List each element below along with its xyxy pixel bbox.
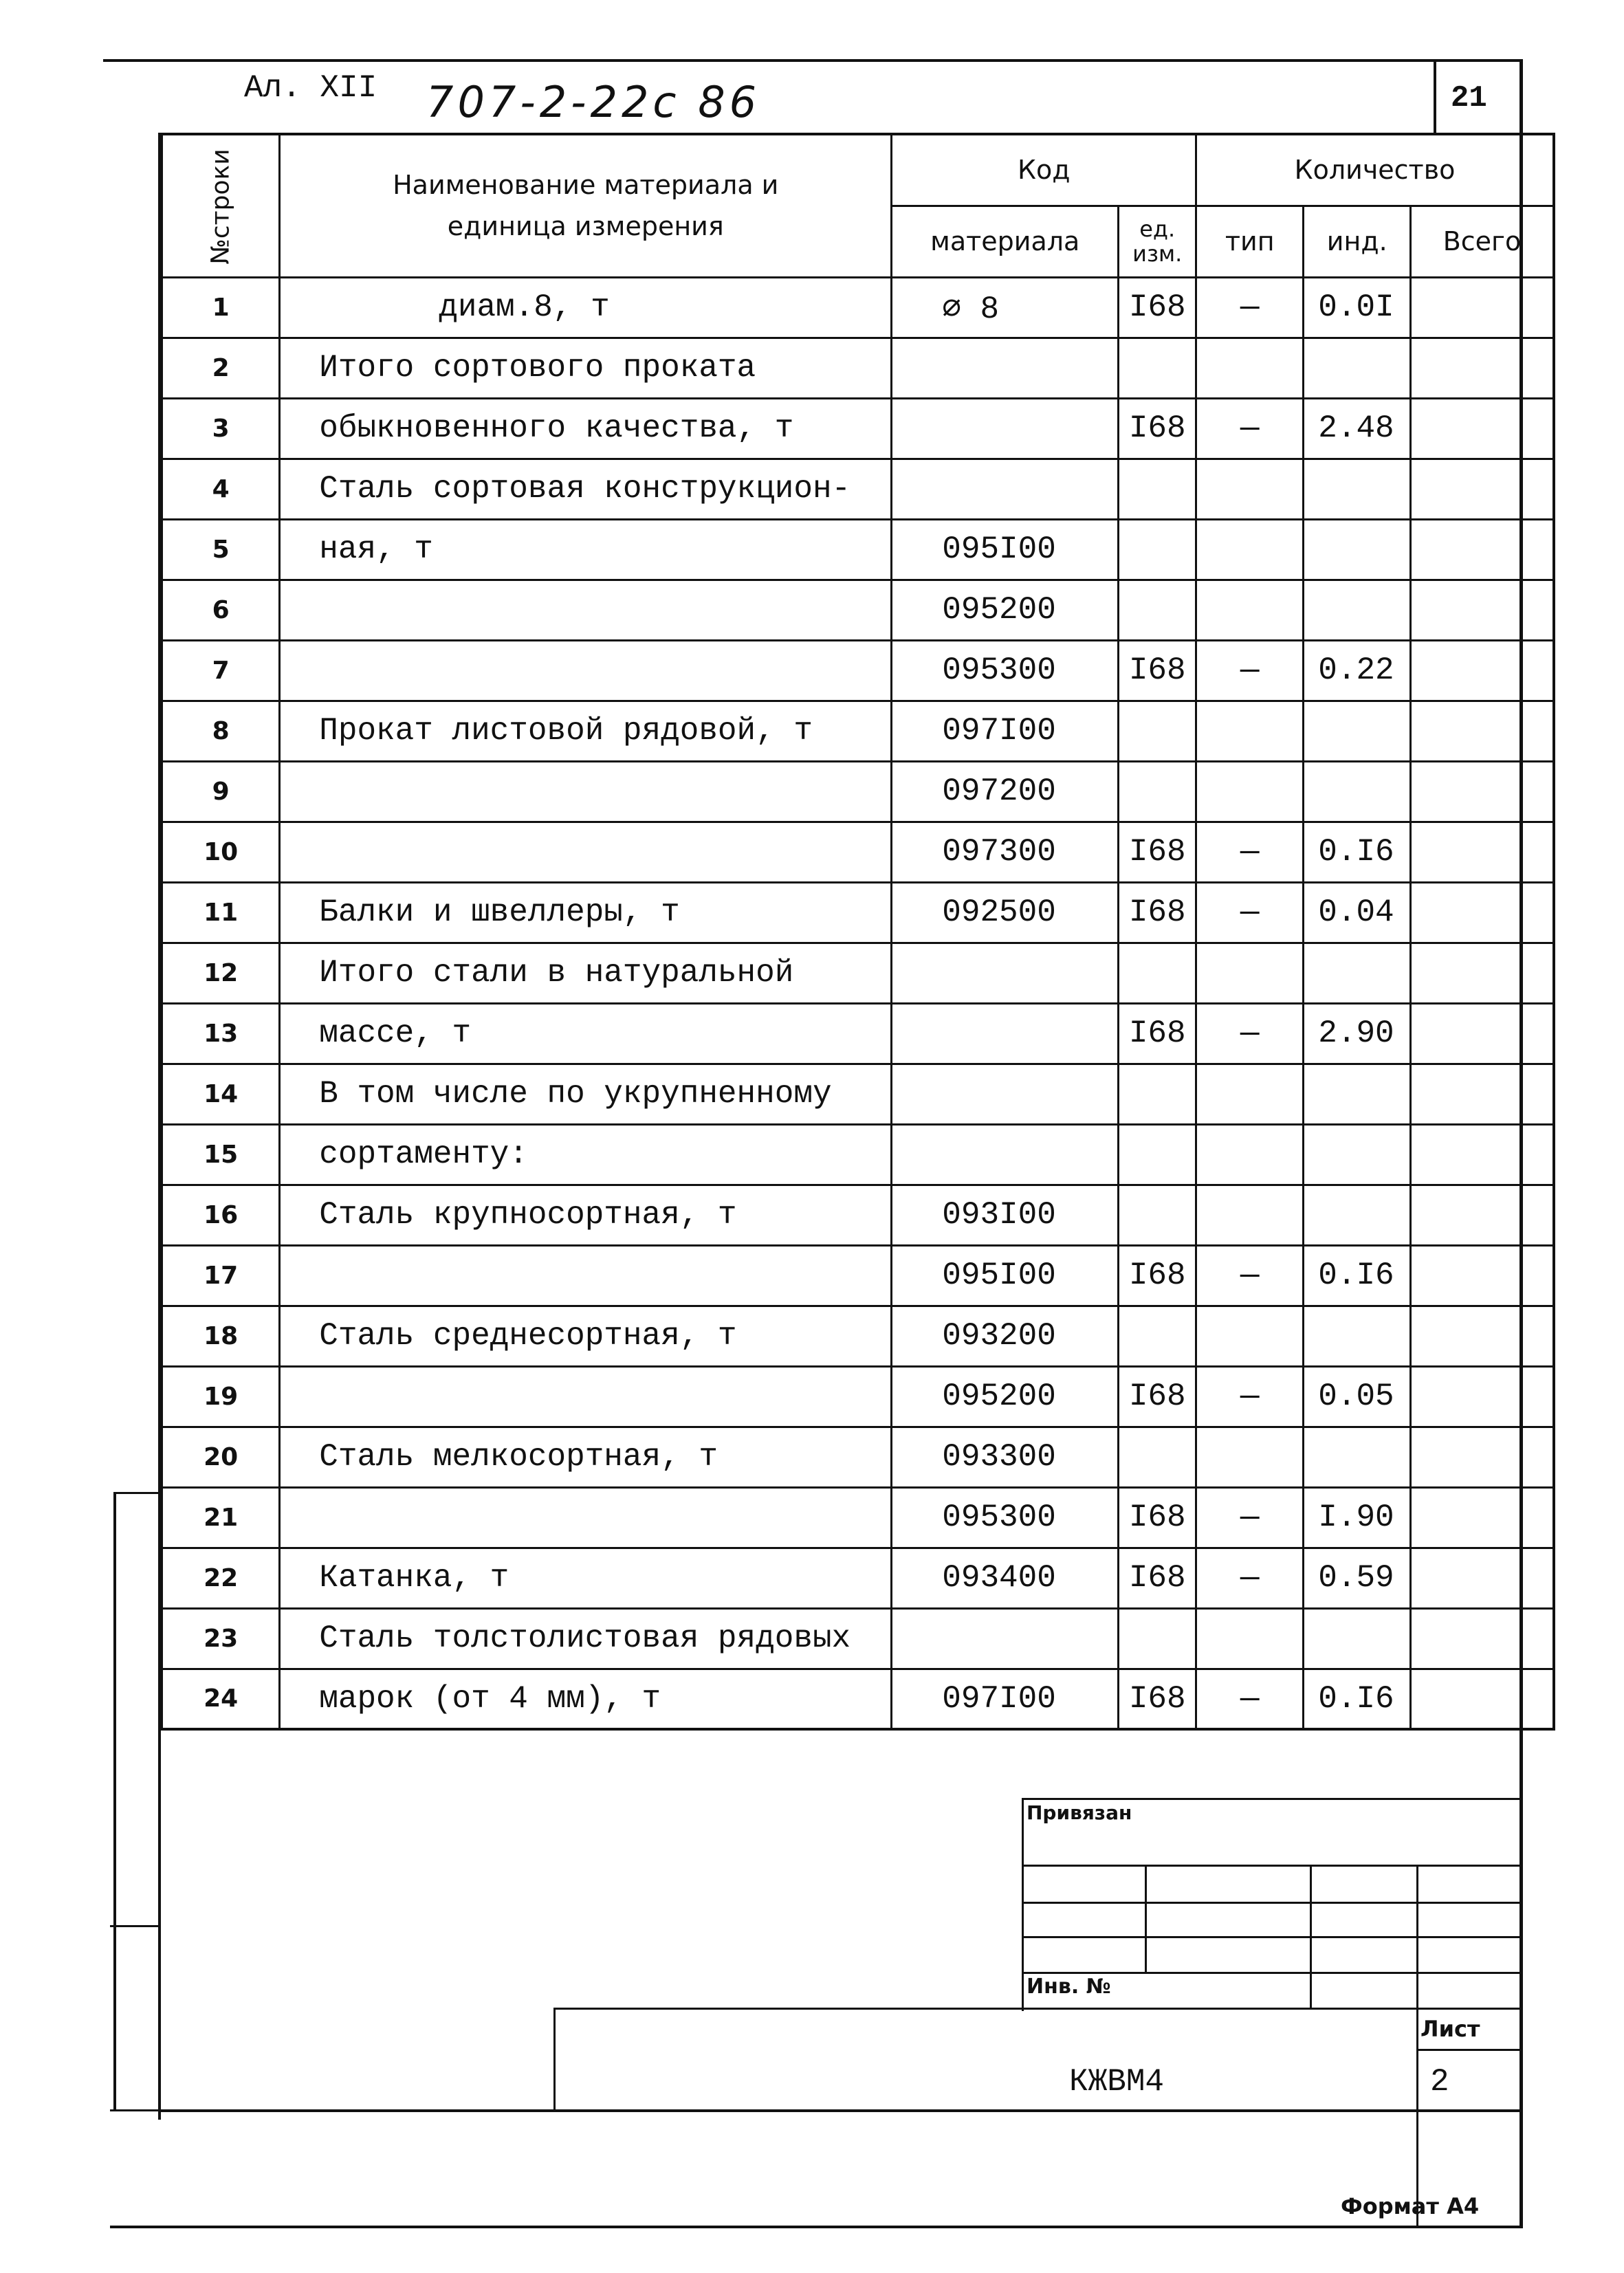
qty-type [1196, 519, 1304, 580]
row-number: 1 [162, 277, 280, 338]
table-row [162, 338, 1554, 398]
row-number: 14 [162, 1064, 280, 1124]
row-number: 11 [162, 882, 280, 943]
qty-type [1196, 1608, 1304, 1669]
material-code [892, 1124, 1119, 1185]
material-name: массе, т [280, 1003, 892, 1064]
qty-total [1411, 580, 1554, 640]
material-name: В том числе по укрупненному [280, 1064, 892, 1124]
row-number: 3 [162, 398, 280, 459]
qty-ind [1304, 338, 1411, 398]
qty-total [1411, 1366, 1554, 1427]
qty-type [1196, 761, 1304, 822]
qty-total [1411, 701, 1554, 761]
qty-type [1196, 1064, 1304, 1124]
table-row [162, 1669, 1554, 1729]
row-number: 4 [162, 459, 280, 519]
unit-code: I68 [1119, 882, 1196, 943]
unit-code: I68 [1119, 640, 1196, 701]
unit-code [1119, 1124, 1196, 1185]
row-number: 6 [162, 580, 280, 640]
qty-type: — [1196, 398, 1304, 459]
qty-total [1411, 1185, 1554, 1245]
unit-code: I68 [1119, 822, 1196, 882]
header-qty-ind: инд. [1304, 206, 1411, 277]
qty-total [1411, 1427, 1554, 1487]
page-number: 21 [1451, 81, 1487, 116]
qty-ind: 0.22 [1304, 640, 1411, 701]
qty-total [1411, 943, 1554, 1003]
row-number: 5 [162, 519, 280, 580]
qty-type: — [1196, 822, 1304, 882]
material-name: марок (от 4 мм), т [280, 1669, 892, 1729]
material-code: 095300 [892, 1487, 1119, 1548]
table-row [162, 277, 1554, 338]
format-label: Формат А4 [1341, 2193, 1480, 2219]
material-name: Итого сортового проката [280, 338, 892, 398]
unit-code [1119, 761, 1196, 822]
qty-total [1411, 277, 1554, 338]
unit-code [1119, 338, 1196, 398]
unit-code: I68 [1119, 1548, 1196, 1608]
table-row [162, 701, 1554, 761]
qty-ind: 0.59 [1304, 1548, 1411, 1608]
qty-type [1196, 1124, 1304, 1185]
material-code: 095200 [892, 580, 1119, 640]
table-row [162, 1124, 1554, 1185]
header-qty-group: Количество [1196, 134, 1554, 206]
material-code: 095I00 [892, 519, 1119, 580]
material-name [280, 822, 892, 882]
qty-total [1411, 1124, 1554, 1185]
material-code [892, 1064, 1119, 1124]
qty-type: — [1196, 1003, 1304, 1064]
material-code: 097200 [892, 761, 1119, 822]
header-rownum-label: №строки [206, 149, 235, 265]
row-number: 22 [162, 1548, 280, 1608]
material-code [892, 1608, 1119, 1669]
header-name: Наименование материала и единица измерения [280, 134, 892, 277]
stamp-line [1022, 1902, 1523, 1904]
material-name [280, 640, 892, 701]
margin-strip-line [113, 1492, 160, 1494]
album-label: Ал. XII [244, 70, 377, 106]
frame-top-line [103, 59, 1522, 62]
material-code: ∅ 8 [892, 277, 1119, 338]
stamp-line [1022, 1936, 1523, 1938]
row-number: 20 [162, 1427, 280, 1487]
unit-code [1119, 1608, 1196, 1669]
qty-ind [1304, 1306, 1411, 1366]
qty-ind: 0.I6 [1304, 822, 1411, 882]
row-number: 17 [162, 1245, 280, 1306]
stamp-line [1022, 1972, 1523, 1974]
unit-code: I68 [1119, 1669, 1196, 1729]
material-code: 093I00 [892, 1185, 1119, 1245]
qty-total [1411, 640, 1554, 701]
qty-ind: 2.90 [1304, 1003, 1411, 1064]
header-qty-total: Всего [1411, 206, 1554, 277]
stamp-attached-label: Привязан [1027, 1801, 1132, 1824]
qty-total [1411, 1608, 1554, 1669]
row-number: 7 [162, 640, 280, 701]
row-number: 18 [162, 1306, 280, 1366]
table-row [162, 882, 1554, 943]
material-name: Прокат листовой рядовой, т [280, 701, 892, 761]
material-code: 092500 [892, 882, 1119, 943]
material-name [280, 761, 892, 822]
unit-code: I68 [1119, 277, 1196, 338]
qty-ind [1304, 1427, 1411, 1487]
material-code [892, 943, 1119, 1003]
unit-code [1119, 459, 1196, 519]
qty-total [1411, 1306, 1554, 1366]
row-number: 19 [162, 1366, 280, 1427]
stamp-inv-label: Инв. № [1027, 1975, 1111, 1999]
qty-total [1411, 1487, 1554, 1548]
material-name: Сталь крупносортная, т [280, 1185, 892, 1245]
qty-type [1196, 943, 1304, 1003]
stamp-line [553, 2008, 556, 2112]
unit-code [1119, 1185, 1196, 1245]
qty-type [1196, 1306, 1304, 1366]
qty-type: — [1196, 1487, 1304, 1548]
material-name: Итого стали в натуральной [280, 943, 892, 1003]
table-row [162, 1003, 1554, 1064]
header-code-group: Код [892, 134, 1196, 206]
material-name: Сталь толстолистовая рядовых [280, 1608, 892, 1669]
material-code [892, 459, 1119, 519]
qty-total [1411, 1669, 1554, 1729]
table-row [162, 1487, 1554, 1548]
material-name: Сталь мелкосортная, т [280, 1427, 892, 1487]
qty-type [1196, 701, 1304, 761]
table-row [162, 1608, 1554, 1669]
qty-type [1196, 1427, 1304, 1487]
material-code: 095300 [892, 640, 1119, 701]
qty-ind: I.90 [1304, 1487, 1411, 1548]
unit-code: I68 [1119, 1245, 1196, 1306]
material-name [280, 1245, 892, 1306]
margin-strip-line [110, 1925, 160, 1927]
material-code: 093400 [892, 1548, 1119, 1608]
material-name: ная, т [280, 519, 892, 580]
row-number: 8 [162, 701, 280, 761]
qty-ind [1304, 761, 1411, 822]
qty-ind [1304, 519, 1411, 580]
row-number: 2 [162, 338, 280, 398]
project-code: 707-2-22с 86 [426, 77, 761, 127]
stamp-line [1022, 1798, 1024, 2011]
table-row [162, 1245, 1554, 1306]
qty-total [1411, 338, 1554, 398]
row-number: 23 [162, 1608, 280, 1669]
page-box-left-line [1434, 61, 1436, 133]
qty-type: — [1196, 640, 1304, 701]
header-rownum [162, 134, 280, 277]
qty-total [1411, 761, 1554, 822]
qty-type [1196, 459, 1304, 519]
qty-ind [1304, 1608, 1411, 1669]
table-row [162, 1185, 1554, 1245]
row-number: 12 [162, 943, 280, 1003]
row-number: 10 [162, 822, 280, 882]
material-code: 097300 [892, 822, 1119, 882]
material-name: Сталь сортовая конструкцион- [280, 459, 892, 519]
frame-bottom-line [110, 2226, 1523, 2228]
qty-ind: 0.I6 [1304, 1669, 1411, 1729]
table-row [162, 640, 1554, 701]
material-name: Балки и швеллеры, т [280, 882, 892, 943]
qty-total [1411, 398, 1554, 459]
qty-total [1411, 822, 1554, 882]
material-code: 095200 [892, 1366, 1119, 1427]
stamp-line [553, 2008, 1523, 2010]
unit-code [1119, 1427, 1196, 1487]
qty-ind: 0.05 [1304, 1366, 1411, 1427]
row-number: 24 [162, 1669, 280, 1729]
material-name [280, 1487, 892, 1548]
unit-code: I68 [1119, 1366, 1196, 1427]
qty-type: — [1196, 1669, 1304, 1729]
qty-type: — [1196, 1366, 1304, 1427]
material-name: сортаменту: [280, 1124, 892, 1185]
margin-strip-line [113, 1492, 116, 2111]
qty-total [1411, 459, 1554, 519]
row-number: 9 [162, 761, 280, 822]
table-row [162, 519, 1554, 580]
qty-type [1196, 338, 1304, 398]
qty-ind [1304, 1064, 1411, 1124]
unit-code [1119, 701, 1196, 761]
header-code-material: материала [892, 206, 1119, 277]
header-qty-type: тип [1196, 206, 1304, 277]
unit-code: I68 [1119, 1003, 1196, 1064]
material-name [280, 1366, 892, 1427]
qty-ind: 0.0I [1304, 277, 1411, 338]
table-row [162, 1366, 1554, 1427]
table-row [162, 1306, 1554, 1366]
qty-total [1411, 1064, 1554, 1124]
stamp-line [1416, 2049, 1523, 2051]
qty-type: — [1196, 882, 1304, 943]
row-number: 21 [162, 1487, 280, 1548]
stamp-line [160, 2109, 1523, 2112]
stamp-line [1310, 1865, 1312, 2009]
material-code: 093200 [892, 1306, 1119, 1366]
qty-ind: 2.48 [1304, 398, 1411, 459]
material-code: 097I00 [892, 701, 1119, 761]
qty-ind: 0.I6 [1304, 1245, 1411, 1306]
material-code [892, 1003, 1119, 1064]
stamp-line [1416, 1865, 1418, 2226]
stamp-sheet-number: 2 [1430, 2064, 1449, 2100]
material-code: 095I00 [892, 1245, 1119, 1306]
qty-total [1411, 882, 1554, 943]
material-name: Катанка, т [280, 1548, 892, 1608]
table-row [162, 1427, 1554, 1487]
stamp-line [1022, 1865, 1523, 1867]
qty-ind [1304, 580, 1411, 640]
header-code-unit: ед. изм. [1119, 206, 1196, 277]
unit-code [1119, 943, 1196, 1003]
qty-type: — [1196, 1548, 1304, 1608]
stamp-designation: КЖВМ4 [1069, 2064, 1165, 2100]
margin-strip-line [110, 2109, 160, 2111]
qty-total [1411, 1003, 1554, 1064]
material-name [280, 580, 892, 640]
unit-code [1119, 1064, 1196, 1124]
row-number: 16 [162, 1185, 280, 1245]
row-number: 13 [162, 1003, 280, 1064]
qty-ind [1304, 459, 1411, 519]
unit-code [1119, 1306, 1196, 1366]
qty-total [1411, 1548, 1554, 1608]
table-row [162, 580, 1554, 640]
stamp-line [1022, 1798, 1523, 1800]
table-row [162, 1064, 1554, 1124]
table-row [162, 398, 1554, 459]
stamp-sheet-label: Лист [1420, 2016, 1480, 2042]
qty-ind: 0.04 [1304, 882, 1411, 943]
material-code [892, 398, 1119, 459]
qty-type: — [1196, 1245, 1304, 1306]
material-code [892, 338, 1119, 398]
unit-code: I68 [1119, 1487, 1196, 1548]
unit-code: I68 [1119, 398, 1196, 459]
material-table [160, 133, 1555, 1731]
material-code: 097I00 [892, 1669, 1119, 1729]
qty-ind [1304, 943, 1411, 1003]
table-row [162, 761, 1554, 822]
qty-total [1411, 1245, 1554, 1306]
qty-total [1411, 519, 1554, 580]
qty-ind [1304, 1185, 1411, 1245]
material-code: 093300 [892, 1427, 1119, 1487]
unit-code [1119, 519, 1196, 580]
table-row [162, 822, 1554, 882]
unit-code [1119, 580, 1196, 640]
material-name: диам.8, т [280, 277, 892, 338]
qty-ind [1304, 701, 1411, 761]
stamp-line [1145, 1865, 1147, 1972]
table-row [162, 1548, 1554, 1608]
material-name: обыкновенного качества, т [280, 398, 892, 459]
qty-type [1196, 1185, 1304, 1245]
material-name: Сталь среднесортная, т [280, 1306, 892, 1366]
row-number: 15 [162, 1124, 280, 1185]
qty-type: — [1196, 277, 1304, 338]
table-row [162, 943, 1554, 1003]
qty-ind [1304, 1124, 1411, 1185]
table-row [162, 459, 1554, 519]
qty-type [1196, 580, 1304, 640]
